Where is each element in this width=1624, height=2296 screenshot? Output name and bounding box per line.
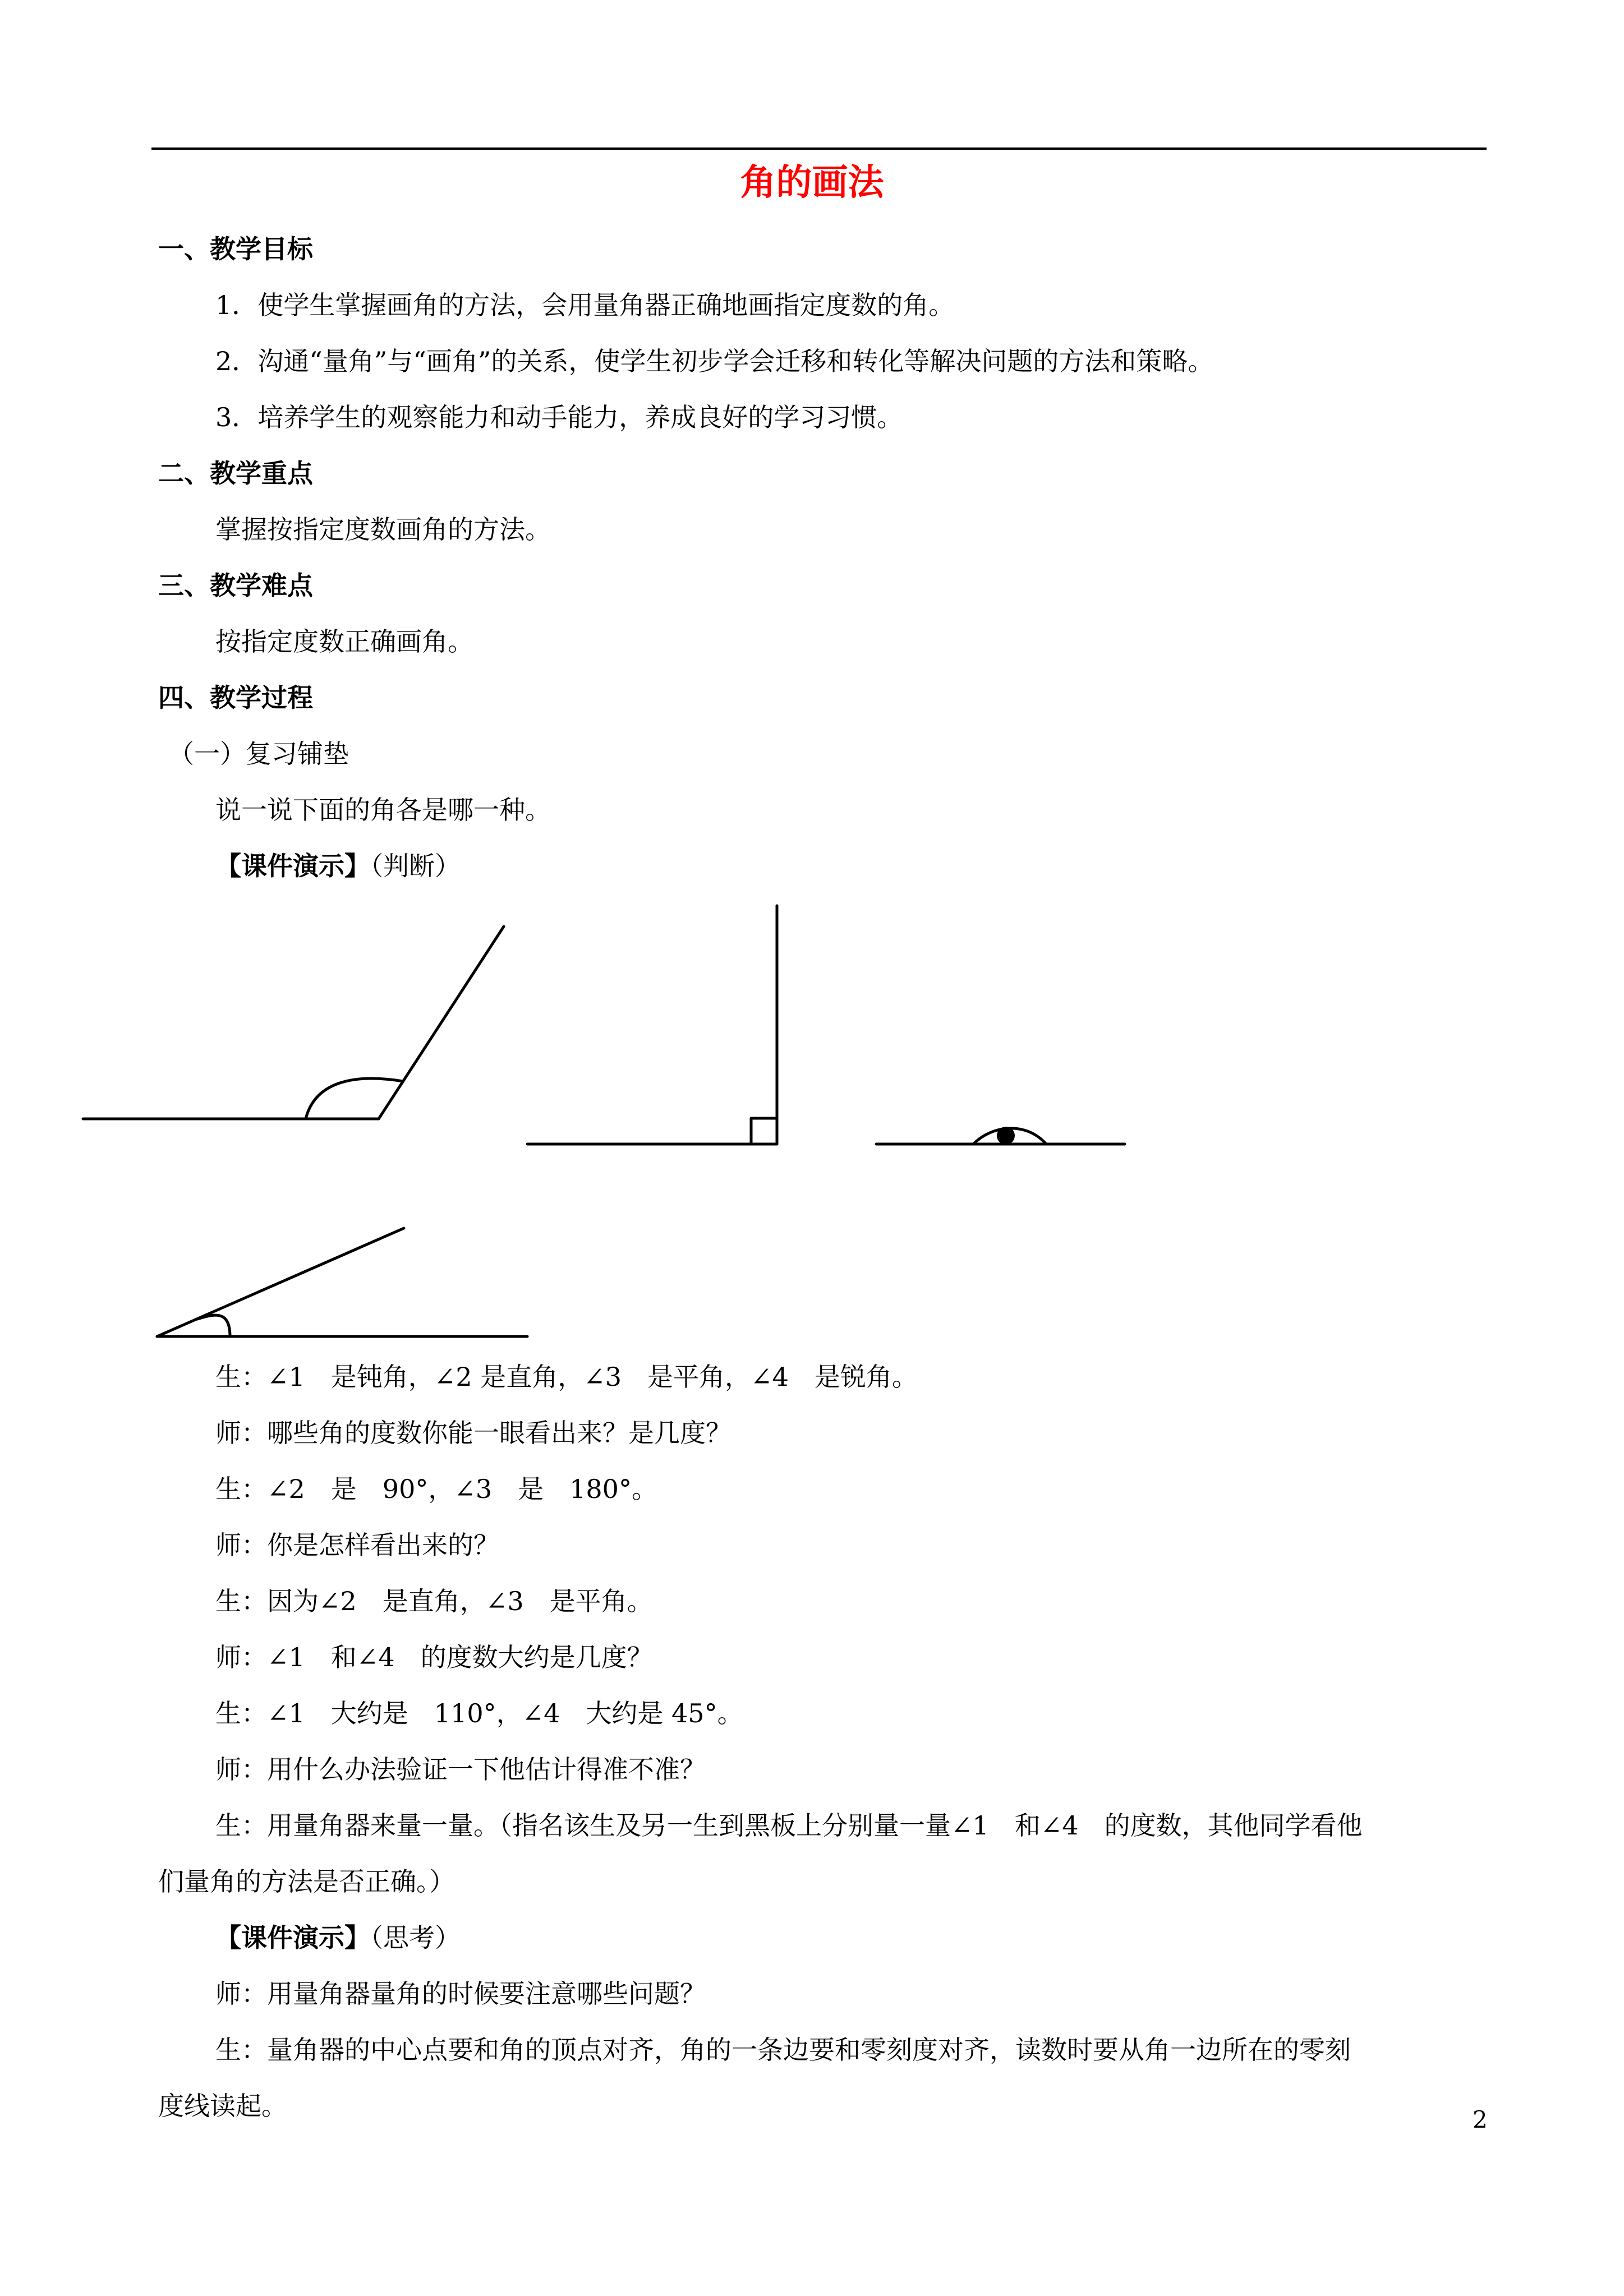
dialogue-line: 生：因为∠2 是直角，∠3 是平角。 <box>215 1586 653 1616</box>
goal-heading: 一、教学目标 <box>158 234 313 264</box>
dialogue-line: 师：用什么办法验证一下他估计得准不准？ <box>215 1754 706 1785</box>
goal-item-2: 2．沟通“量角”与“画角”的关系，使学生初步学会迁移和转化等解决问题的方法和策略。 <box>215 346 1214 376</box>
demo-judge-note: （判断） <box>370 851 461 881</box>
dialogue-line: 生：∠1 大约是 110°，∠4 大约是 45°。 <box>215 1698 743 1728</box>
key-heading: 二、教学重点 <box>158 458 313 488</box>
dialogue-line: 生：∠2 是 90°，∠3 是 180°。 <box>215 1474 657 1504</box>
measure-line-2: 们量角的方法是否正确。） <box>158 1866 455 1897</box>
acute-angle-figure <box>157 1228 527 1336</box>
answer-line-2: 度线读起。 <box>158 2091 287 2121</box>
dialogue-line: 师：哪些角的度数你能一眼看出来？是几度？ <box>215 1418 732 1448</box>
goal-item-1: 1．使学生掌握画角的方法，会用量角器正确地画指定度数的角。 <box>215 290 955 320</box>
review-prompt: 说一说下面的角各是哪一种。 <box>215 795 551 825</box>
dialogue-line: 生：∠1 是钝角，∠2 是直角，∠3 是平角，∠4 是锐角。 <box>215 1362 918 1392</box>
review-heading: （一）复习铺垫 <box>168 739 349 769</box>
dialogue-line: 师：∠1 和∠4 的度数大约是几度？ <box>215 1642 653 1672</box>
dialogue-line: 师：你是怎样看出来的？ <box>215 1530 499 1560</box>
demo-think <box>215 1921 461 1954</box>
demo-judge-label: 【课件演示】 <box>215 851 370 881</box>
difficulty-text: 按指定度数正确画角。 <box>215 626 473 657</box>
process-heading: 四、教学过程 <box>158 683 313 713</box>
page-title: 角的画法 <box>740 162 884 204</box>
answer-line-1: 生：量角器的中心点要和角的顶点对齐，角的一条边要和零刻度对齐，读数时要从角一边所在的零刻 <box>215 2035 1351 2065</box>
right-angle-figure <box>527 906 777 1144</box>
vertex-dot-icon <box>997 1127 1015 1145</box>
page-number: 2 <box>1473 2106 1488 2133</box>
goal-item-3: 3．培养学生的观察能力和动手能力，养成良好的学习习惯。 <box>215 402 903 432</box>
demo-think-note: （思考） <box>370 1922 461 1953</box>
difficulty-heading: 三、教学难点 <box>158 570 313 601</box>
demo-think-label: 【课件演示】 <box>215 1922 370 1953</box>
measure-line-1: 生：用量角器来量一量。（指名该生及另一生到黑板上分别量一量∠1 和∠4 的度数，其他同学看他 <box>215 1810 1363 1841</box>
obtuse-angle-figure <box>83 926 504 1119</box>
key-text: 掌握按指定度数画角的方法。 <box>215 514 551 545</box>
dialogue-line: 师：用量角器量角的时候要注意哪些问题？ <box>215 1979 706 2009</box>
